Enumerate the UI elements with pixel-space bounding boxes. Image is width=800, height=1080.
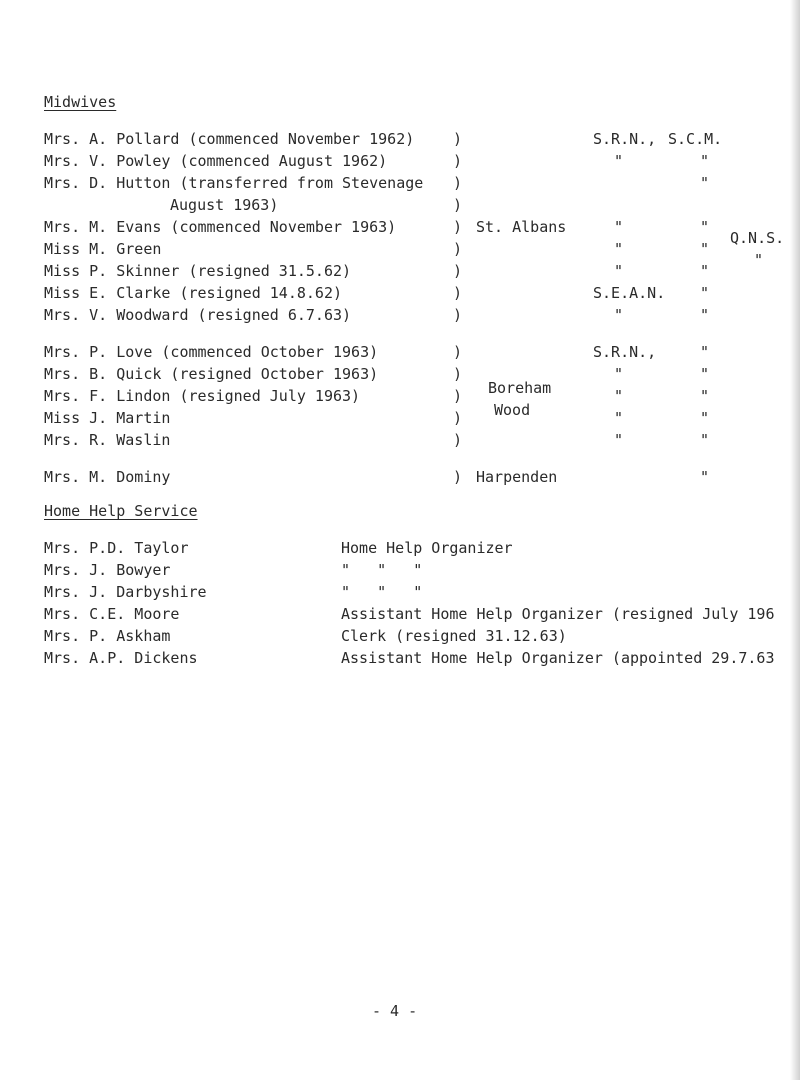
midwife-row: Mrs. V. Powley (commenced August 1962) (44, 152, 388, 170)
ditto-mark: " (700, 365, 710, 383)
bracket: ) (453, 468, 463, 486)
bracket: ) (453, 196, 463, 214)
midwife-row: Mrs. R. Waslin (44, 431, 171, 449)
ditto-mark: " (700, 468, 710, 486)
ditto-mark: " (614, 262, 624, 280)
midwife-row: Miss J. Martin (44, 409, 171, 427)
bracket: ) (453, 343, 463, 361)
home-help-name: Mrs. J. Bowyer (44, 561, 171, 579)
midwife-row: Miss M. Green (44, 240, 162, 258)
midwife-row: Mrs. D. Hutton (transferred from Stevenage (44, 174, 424, 192)
home-help-role: Home Help Organizer (341, 539, 513, 557)
page-edge-shadow (790, 0, 800, 1080)
midwife-row: Miss E. Clarke (resigned 14.8.62) (44, 284, 343, 302)
midwives-heading: Midwives (44, 93, 117, 111)
midwife-row: Miss P. Skinner (resigned 31.5.62) (44, 262, 352, 280)
page-number: - 4 - (372, 1002, 418, 1020)
home-help-role: Assistant Home Help Organizer (appointed 29.7.63 (341, 649, 775, 667)
ditto-mark: " (700, 387, 710, 405)
bracket: ) (453, 431, 463, 449)
ditto-mark: " (700, 218, 710, 236)
qualification: S.C.M. (668, 130, 723, 148)
home-help-name: Mrs. J. Darbyshire (44, 583, 207, 601)
ditto-mark: " (614, 409, 624, 427)
midwife-row: Mrs. M. Dominy (44, 468, 171, 486)
midwife-row: Mrs. F. Lindon (resigned July 1963) (44, 387, 361, 405)
home-help-heading: Home Help Service (44, 502, 198, 520)
ditto-mark: " (700, 343, 710, 361)
ditto-mark: " (700, 284, 710, 302)
home-help-role: Clerk (resigned 31.12.63) (341, 627, 567, 645)
home-help-role: Assistant Home Help Organizer (resigned July 196 (341, 605, 775, 623)
midwife-row: Mrs. B. Quick (resigned October 1963) (44, 365, 379, 383)
midwife-row-continued: August 1963) (170, 196, 279, 214)
midwife-row: Mrs. P. Love (commenced October 1963) (44, 343, 379, 361)
place-label: Wood (494, 401, 531, 419)
ditto-mark: " (700, 174, 710, 192)
home-help-role: " " " (341, 583, 423, 601)
home-help-name: Mrs. A.P. Dickens (44, 649, 198, 667)
bracket: ) (453, 409, 463, 427)
bracket: ) (453, 387, 463, 405)
midwife-row: Mrs. M. Evans (commenced November 1963) (44, 218, 397, 236)
home-help-name: Mrs. P.D. Taylor (44, 539, 189, 557)
ditto-mark: " (700, 240, 710, 258)
place-label: Harpenden (476, 468, 558, 486)
home-help-name: Mrs. P. Askham (44, 627, 171, 645)
qualification: S.R.N., (593, 343, 657, 361)
ditto-mark: " (614, 240, 624, 258)
ditto-mark: " (700, 409, 710, 427)
ditto-mark: " (754, 251, 764, 269)
bracket: ) (453, 240, 463, 258)
bracket: ) (453, 284, 463, 302)
qualification: S.E.A.N. (593, 284, 666, 302)
place-label: Boreham (488, 379, 552, 397)
ditto-mark: " (614, 387, 624, 405)
ditto-mark: " (614, 218, 624, 236)
bracket: ) (453, 218, 463, 236)
ditto-mark: " (614, 365, 624, 383)
ditto-mark: " (700, 306, 710, 324)
qualification: S.R.N., (593, 130, 657, 148)
home-help-role: " " " (341, 561, 423, 579)
ditto-mark: " (700, 152, 710, 170)
home-help-name: Mrs. C.E. Moore (44, 605, 180, 623)
qualification: Q.N.S. (730, 229, 785, 247)
bracket: ) (453, 174, 463, 192)
place-label: St. Albans (476, 218, 567, 236)
midwife-row: Mrs. A. Pollard (commenced November 1962) (44, 130, 415, 148)
midwife-row: Mrs. V. Woodward (resigned 6.7.63) (44, 306, 352, 324)
ditto-mark: " (700, 262, 710, 280)
ditto-mark: " (700, 431, 710, 449)
bracket: ) (453, 152, 463, 170)
bracket: ) (453, 130, 463, 148)
bracket: ) (453, 262, 463, 280)
ditto-mark: " (614, 306, 624, 324)
ditto-mark: " (614, 152, 624, 170)
bracket: ) (453, 306, 463, 324)
ditto-mark: " (614, 431, 624, 449)
bracket: ) (453, 365, 463, 383)
